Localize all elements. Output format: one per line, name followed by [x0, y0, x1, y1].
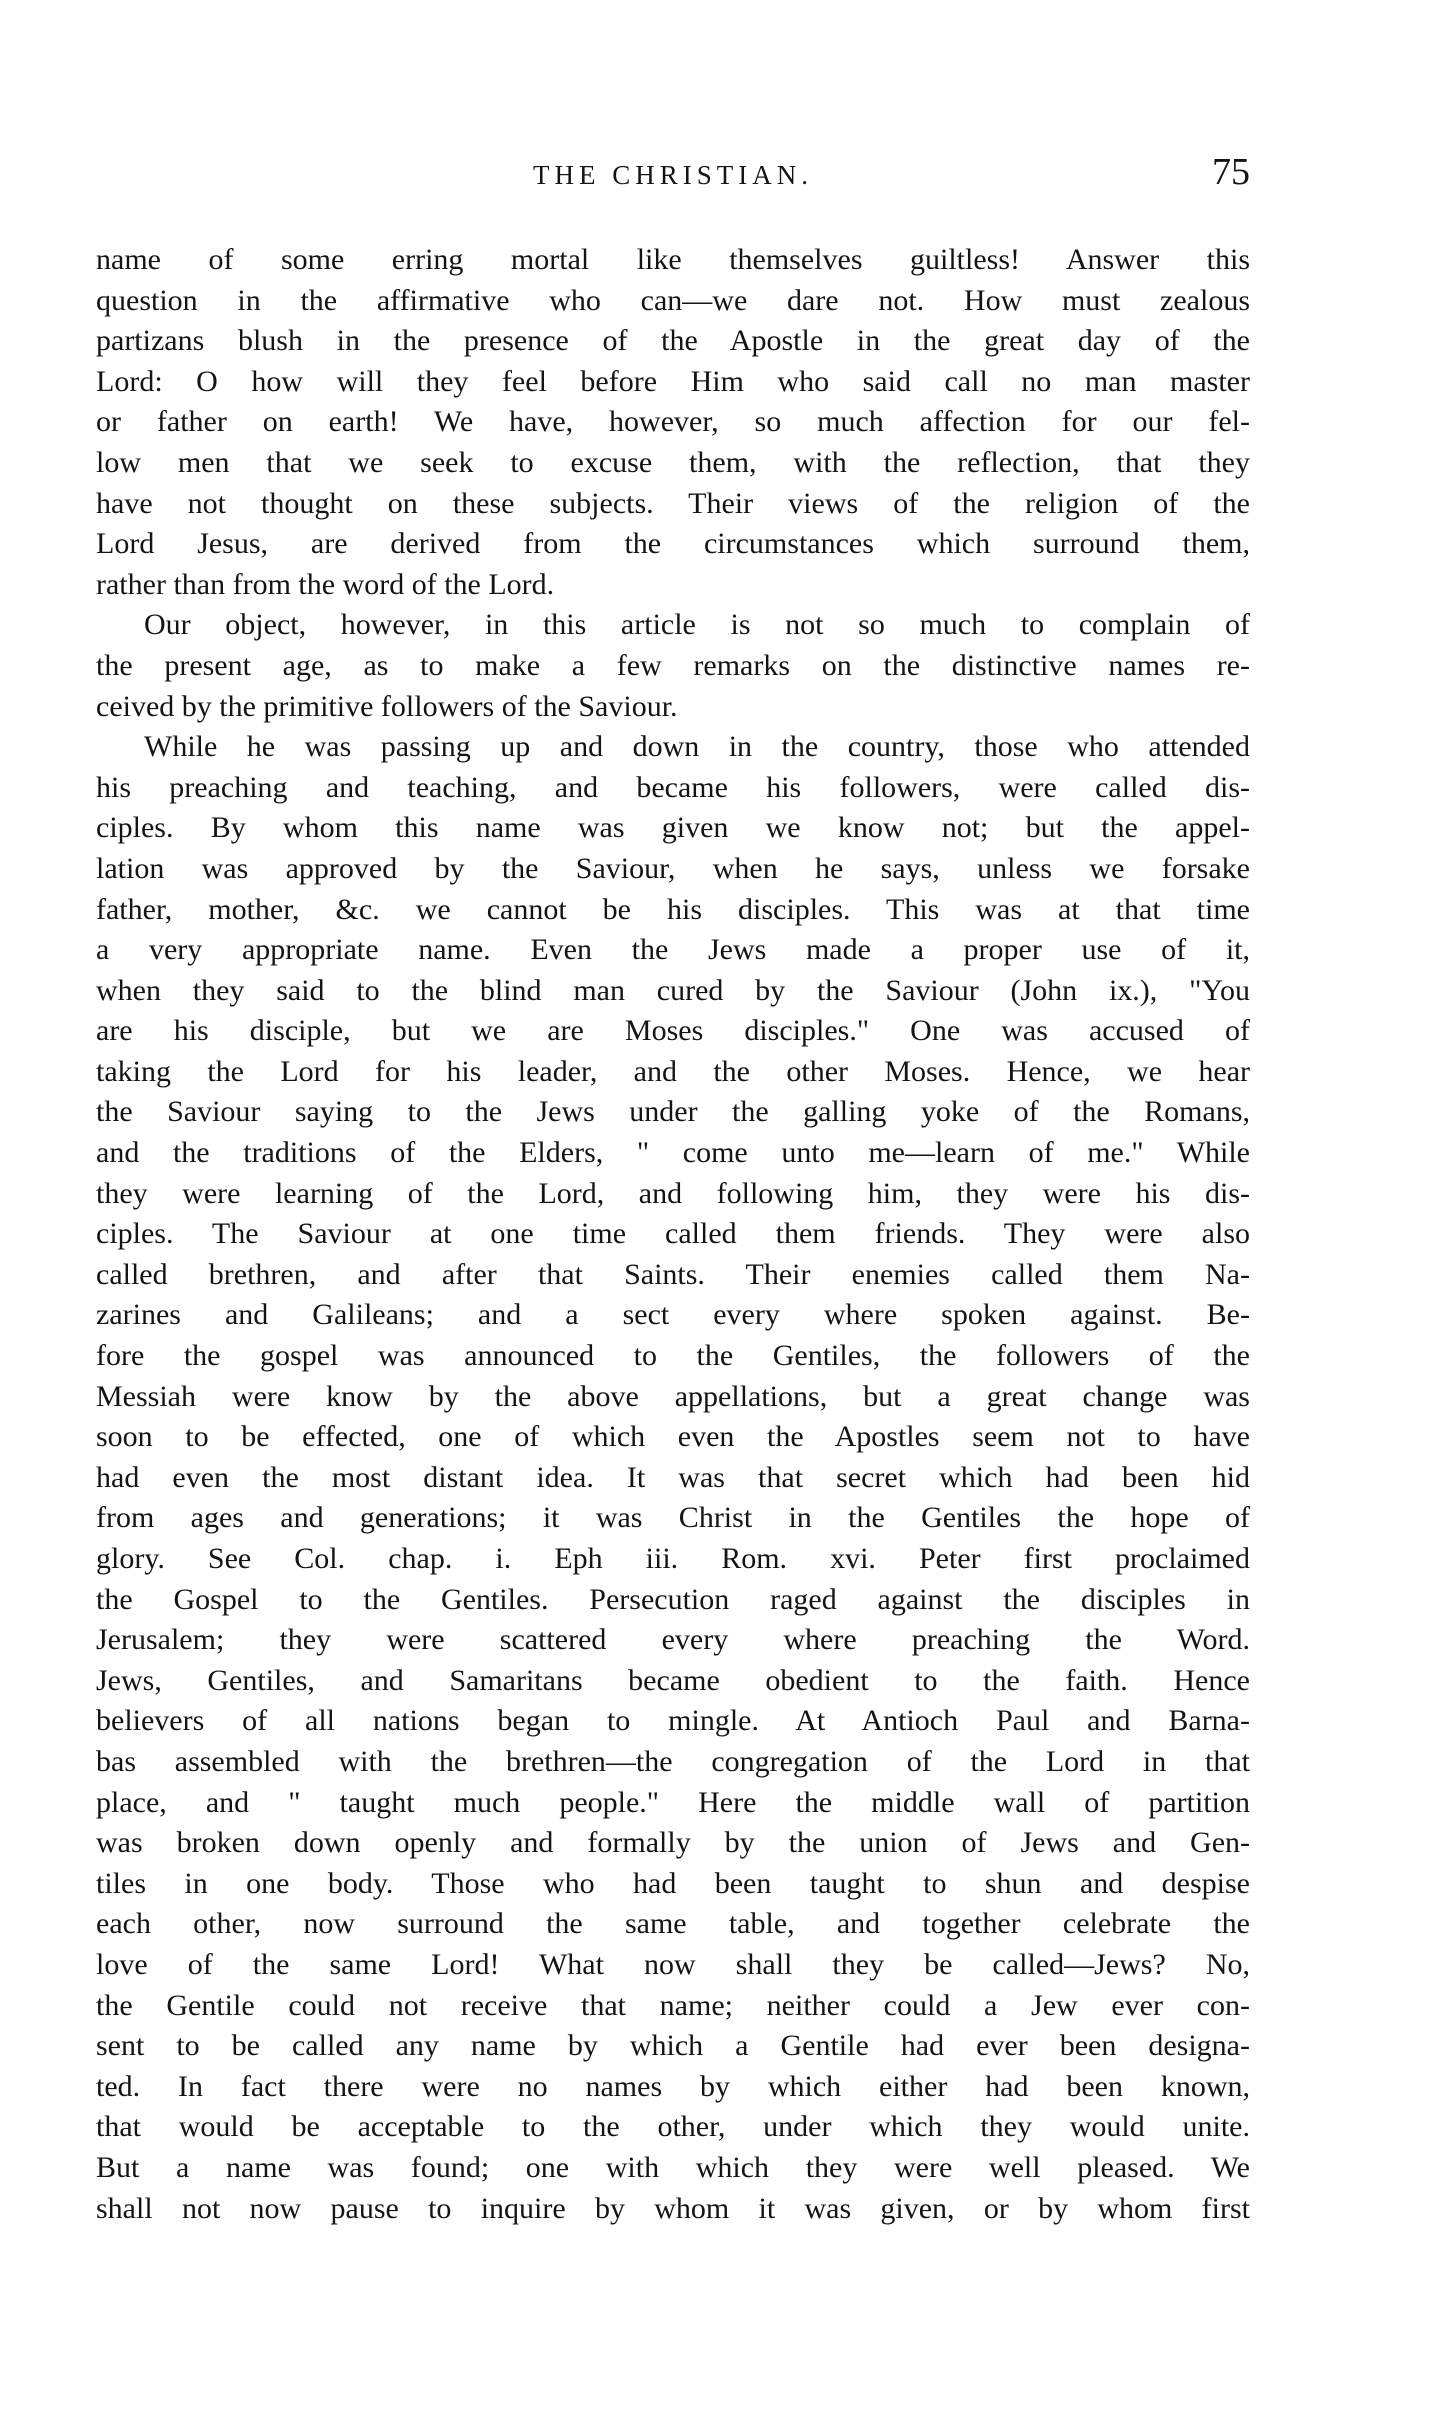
- text-line: ted. In fact there were no names by which either had been known,: [96, 2069, 1250, 2103]
- text-line: Our object, however, in this article is not so much to complain of: [144, 608, 1250, 642]
- text-line: Lord Jesus, are derived from the circumstances which surround them,: [96, 527, 1250, 561]
- text-line: love of the same Lord! What now shall they be called—Jews? No,: [96, 1947, 1250, 1981]
- text-line: tiles in one body. Those who had been taught to shun and despise: [96, 1866, 1250, 1900]
- text-line: and the traditions of the Elders, " come unto me—learn of me." While: [96, 1136, 1250, 1170]
- text-line: are his disciple, but we are Moses disciples." One was accused of: [96, 1014, 1250, 1048]
- text-line: Jews, Gentiles, and Samaritans became obedient to the faith. Hence: [96, 1663, 1250, 1697]
- text-line: had even the most distant idea. It was that secret which had been hid: [96, 1460, 1250, 1494]
- text-line: low men that we seek to excuse them, with the reflection, that they: [96, 445, 1250, 479]
- page-header: [96, 150, 1250, 200]
- running-head: THE CHRISTIAN.: [533, 160, 813, 190]
- text-line: they were learning of the Lord, and following him, they were his dis-: [96, 1176, 1250, 1210]
- text-line: zarines and Galileans; and a sect every where spoken against. Be-: [96, 1298, 1250, 1332]
- text-line: Lord: O how will they feel before Him who said call no man master: [96, 364, 1250, 398]
- text-line: Messiah were know by the above appellations, but a great change was: [96, 1379, 1250, 1413]
- text-line: sent to be called any name by which a Gentile had ever been designa-: [96, 2029, 1250, 2063]
- text-line: have not thought on these subjects. Their views of the religion of the: [96, 486, 1250, 520]
- text-line: But a name was found; one with which they were well pleased. We: [96, 2150, 1250, 2184]
- text-line: bas assembled with the brethren—the congregation of the Lord in that: [96, 1744, 1250, 1778]
- text-line: question in the affirmative who can—we dare not. How must zealous: [96, 283, 1250, 317]
- text-line: Jerusalem; they were scattered every where preaching the Word.: [96, 1623, 1250, 1657]
- text-line: While he was passing up and down in the country, those who attended: [144, 730, 1250, 764]
- text-line: shall not now pause to inquire by whom it was given, or by whom first: [96, 2191, 1250, 2225]
- text-line: place, and " taught much people." Here the middle wall of partition: [96, 1785, 1250, 1819]
- text-line: name of some erring mortal like themselves guiltless! Answer this: [96, 243, 1250, 276]
- body-text: [96, 240, 1250, 2229]
- text-line: lation was approved by the Saviour, when he says, unless we forsake: [96, 851, 1250, 885]
- text-line: the Saviour saying to the Jews under the galling yoke of the Romans,: [96, 1095, 1250, 1129]
- text-line: fore the gospel was announced to the Gentiles, the followers of the: [96, 1339, 1250, 1373]
- text-line: or father on earth! We have, however, so much affection for our fel-: [96, 405, 1250, 439]
- text-line: ciples. The Saviour at one time called them friends. They were also: [96, 1217, 1250, 1251]
- text-line: ceived by the primitive followers of the Saviour.: [96, 689, 678, 723]
- text-line: the present age, as to make a few remarks on the distinctive names re-: [96, 648, 1250, 682]
- text-line: soon to be effected, one of which even the Apostles seem not to have: [96, 1420, 1250, 1454]
- text-line: each other, now surround the same table, and together celebrate the: [96, 1907, 1250, 1941]
- text-line: his preaching and teaching, and became his followers, were called dis-: [96, 770, 1250, 804]
- text-line: the Gentile could not receive that name; neither could a Jew ever con-: [96, 1988, 1250, 2022]
- text-line: from ages and generations; it was Christ in the Gentiles the hope of: [96, 1501, 1250, 1535]
- text-line: rather than from the word of the Lord.: [96, 567, 555, 601]
- text-line: when they said to the blind man cured by the Saviour (John ix.), "You: [96, 973, 1250, 1007]
- text-line: called brethren, and after that Saints. Their enemies called them Na-: [96, 1257, 1250, 1291]
- text-line: was broken down openly and formally by the union of Jews and Gen-: [96, 1826, 1250, 1860]
- text-line: glory. See Col. chap. i. Eph iii. Rom. xvi. Peter first proclaimed: [96, 1542, 1250, 1575]
- text-line: partizans blush in the presence of the Apostle in the great day of the: [96, 324, 1250, 358]
- text-line: ciples. By whom this name was given we know not; but the appel-: [96, 811, 1250, 845]
- text-line: the Gospel to the Gentiles. Persecution raged against the disciples in: [96, 1582, 1250, 1616]
- text-line: believers of all nations began to mingle. At Antioch Paul and Barna-: [96, 1704, 1250, 1738]
- text-line: father, mother, &c. we cannot be his disciples. This was at that time: [96, 892, 1250, 926]
- page-number: 75: [1212, 151, 1250, 193]
- text-line: a very appropriate name. Even the Jews made a proper use of it,: [96, 933, 1250, 967]
- text-line: taking the Lord for his leader, and the other Moses. Hence, we hear: [96, 1054, 1250, 1088]
- text-line: that would be acceptable to the other, under which they would unite.: [96, 2110, 1250, 2144]
